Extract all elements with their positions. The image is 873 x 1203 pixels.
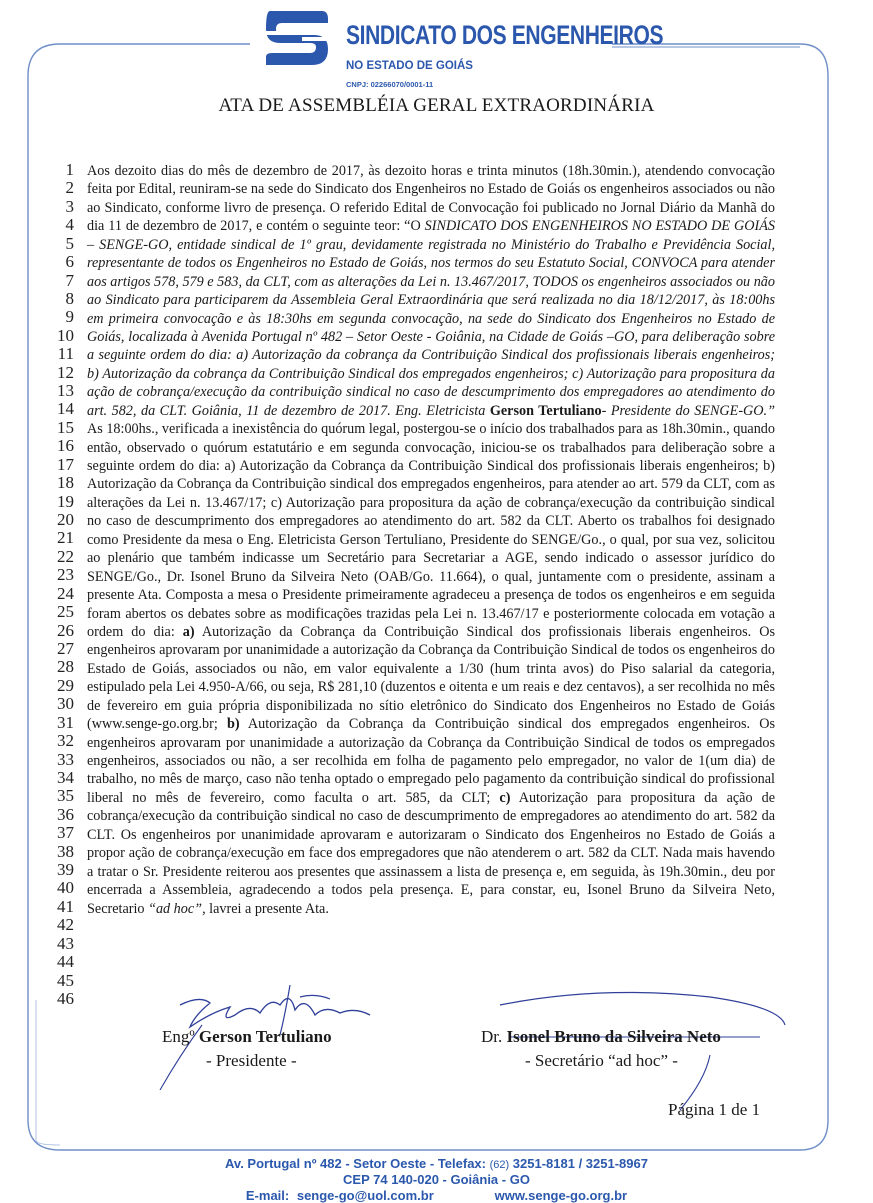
line-number: 17	[57, 454, 74, 474]
line-number: 6	[65, 252, 74, 272]
line-number: 24	[57, 583, 74, 603]
secretary-signature-icon	[480, 985, 810, 1115]
line-number: 26	[57, 620, 74, 640]
item-c-label: c)	[499, 789, 511, 806]
line-number: 25	[57, 602, 74, 622]
president-name-bold: Gerson Tertuliano	[489, 402, 602, 419]
line-number: 27	[57, 638, 74, 658]
item-a-label: a)	[182, 623, 195, 640]
line-number: 13	[57, 381, 74, 401]
line-number: 46	[57, 988, 74, 1008]
line-number: 14	[57, 399, 74, 419]
line-number: 32	[57, 731, 74, 751]
minutes-body	[87, 162, 775, 918]
convocation-quote-end: - Presidente do SENGE-GO.”	[601, 402, 775, 419]
line-number: 42	[57, 915, 74, 935]
line-number: 23	[57, 565, 74, 585]
president-signature-name: Engº Gerson Tertuliano	[162, 1027, 332, 1046]
line-number: 18	[57, 473, 74, 493]
line-number: 38	[57, 841, 74, 861]
line-number: 19	[57, 491, 74, 511]
footer-contact	[0, 1188, 873, 1203]
line-number: 45	[57, 970, 74, 990]
page-indicator: Página 1 de 1	[668, 1100, 761, 1119]
proceedings-text: As 18:00hs., verificada a inexistência do quórum legal, postergou-se o início dos trabalhados para as 18h.30min., quando então, observado o quórum estatutário e em segunda convocação, iniciou-se os trabalhados para deliberação sobre a seguinte ordem do dia: a) Autorização da Cobrança da Contribuição Sindical dos profissionais liberais engenheiros; b) Autorização da Cobrança da Contribuição sindical dos empregados engenheiros, para atender ao art. 579 da CLT, com as alterações da Lei n. 13.467/17; c) Autorização para propositura da ação de cobrança/execução da contribuição sindical no caso de descumprimento dos empregadores ao atendimento do art. 582 da CLT. Aberto os trabalhos foi designado como Presidente da mesa o Eng. Eletricista Gerson Tertuliano, Presidente do SENGE/Go., o qual, por sua vez, solicitou ao plenário que também indicasse um Secretário para Secretariar a AGE, sendo indicado o assessor jurídico do SENGE/Go., Dr. Isonel Bruno da Silveira Neto (OAB/Go. 11.664), o qual, juntamente com o presidente, assinam a presente Ata. Composta a mesa o Presidente primeiramente agradeceu a presença de todos os engenheiros e em seguida foram abertos os debates sobre as modificações trazidas pela Lei n. 13.467/17 e posteriormente colocada em votação a ordem do dia:	[87, 421, 775, 640]
org-name: SINDICATO DOS ENGENHEIROS	[346, 20, 664, 50]
line-number: 11	[57, 344, 74, 364]
line-number: 8	[65, 288, 74, 308]
line-number: 5	[65, 233, 74, 253]
item-b-text: Autorização da Cobrança da Contribuição sindical dos empregados engenheiros. Os engenheiros aprovaram por unanimidade a autorização da Cobrança da Contribuição Sindical de todos os empregados engenheiros, associados ou não, a ser recolhida em folha de pagamento pelo empregador, no valor de 1(um dia) de trabalho, no mês de março, caso não tenha optado o empregado pelo pagamento da contribuição sindical do profissional liberal no mês de fevereiro, como faculta o art. 585, da CLT;	[87, 716, 775, 806]
line-number: 20	[57, 510, 74, 530]
line-number: 10	[57, 325, 74, 345]
line-number: 44	[57, 952, 74, 972]
secretary-signature-name: Dr. Isonel Bruno da Silveira Neto	[481, 1027, 721, 1046]
line-number: 41	[57, 896, 74, 916]
convocation-quote: SINDICATO DOS ENGENHEIROS NO ESTADO DE GOIÁS – SENGE-GO, entidade sindical de 1º grau, devidamente registrada no Ministério do Trabalho e Previdência Social, representante de todos os Engenheiros no Estado de Goiás, nos termos do seu Estatuto Social, CONVOCA para atender aos artigos 578, 579 e 583, da CLT, com as alterações da Lei n. 13.467/2017, TODOS os engenheiros associados ou não ao Sindicato para participarem da Assembleia Geral Extraordinária que será realizada no dia 18/12/2017, às 18:00hs em primeira convocação e às 18:30hs em segunda convocação, na sede do Sindicato dos Engenheiros no Estado de Goiás, localizada à Avenida Portugal nº 482 – Setor Oeste - Goiânia, na Cidade de Goiás –GO, para deliberação sobre a seguinte ordem do dia: a) Autorização da cobrança da Contribuição Sindical dos profissionais liberais engenheiros; b) Autorização da cobrança da Contribuição Sindical dos empregados engenheiros; c) Autorização para propositura da ação de cobrança/execução da contribuição sindical no caso de descumprimento dos empregadores ao atendimento do art. 582, da CLT. Goiânia, 11 de dezembro de 2017. Eng. Eletricista	[87, 218, 775, 419]
senge-logo-icon	[262, 7, 332, 69]
line-number: 37	[57, 823, 74, 843]
line-number: 30	[57, 694, 74, 714]
footer-website: www.senge-go.org.br	[494, 1188, 628, 1203]
document-title: ATA DE ASSEMBLÉIA GERAL EXTRAORDINÁRIA	[218, 95, 655, 116]
line-number: 29	[57, 675, 74, 695]
closing-text: , lavrei a presente Ata.	[202, 900, 329, 917]
line-number: 39	[57, 860, 74, 880]
line-number: 34	[57, 767, 74, 787]
line-number: 4	[65, 215, 74, 235]
line-number-column	[40, 161, 74, 1008]
org-cnpj: CNPJ: 02266070/0001-11	[346, 80, 434, 89]
line-number: 9	[65, 307, 74, 327]
footer-email: E-mail: senge-go@uol.com.br	[245, 1188, 434, 1203]
org-subtitle: NO ESTADO DE GOIÁS	[346, 60, 473, 72]
line-number: 2	[65, 178, 74, 198]
item-a-text: Autorização da Cobrança da Contribuição Sindical dos profissionais liberais engenheiros. Os engenheiros aprovaram por unanimidade a autorização da Cobrança da Contribuição Sindical de todos os engenheiros do Estado de Goiás, associados ou não, em valor equivalente a 1/30 (hum trinta avos) do Piso salarial da categoria, estipulado pela Lei 4.950-A/66, ou seja, R$ 281,10 (duzentos e oitenta e um reais e dez centavos), a ser recolhida no mês de fevereiro em guia própria disponibilizada no sítio eletrônico do Sindicato dos Engenheiros no Estado de Goiás (www.senge-go.org.br;	[87, 623, 776, 733]
line-number: 33	[57, 749, 74, 769]
line-number: 31	[57, 712, 74, 732]
secretary-role: - Secretário “ad hoc” -	[525, 1051, 678, 1070]
line-number: 35	[57, 786, 74, 806]
president-role: - Presidente -	[206, 1051, 297, 1070]
line-number: 21	[57, 528, 74, 548]
item-c-text: Autorização para propositura da ação de cobrança/execução da contribuição sindical no caso de descumprimento de empregadores ao atendimento do art. 582 da CLT. Os engenheiros por unanimidade aprovaram e autorizaram o Sindicato dos Engenheiros no Estado de Goiás a propor ação de cobrança/execução em face dos empregadores que não atenderem o art. 582 da CLT. Nada mais havendo a tratar o Sr. Presidente reiterou aos presentes que assinassem a lista de presença e, em seguida, às 19h.30min., deu por encerrada a Assembleia, agradecendo a todos pela presença. E, para constar, eu, Isonel Bruno da Silveira Neto, Secretario	[87, 789, 776, 917]
footer-address: Av. Portugal nº 482 - Setor Oeste - Telefax: (62) 3251-8181 / 3251-8967	[225, 1156, 648, 1171]
line-number: 43	[57, 933, 74, 953]
line-number: 7	[65, 270, 74, 290]
line-number: 36	[57, 804, 74, 824]
line-number: 1	[65, 160, 74, 179]
footer-cep: CEP 74 140-020 - Goiânia - GO	[343, 1172, 530, 1187]
opening-paragraph: Aos dezoito dias do mês de dezembro de 2017, às dezoito horas e trinta minutos (18h.30min.), atendendo convocação feita por Edital, reuniram-se na sede do Sindicato dos Engenheiros no Estado de Goiás os engenheiros associados ou não ao Sindicato, conforme livro de presença. O referido Edital de Convocação foi publicado no Jornal Diário da Manhã do dia 11 de dezembro de 2017, e contém o seguinte teor: “O	[87, 163, 775, 235]
line-number: 16	[57, 436, 74, 456]
item-b-label: b)	[226, 716, 240, 733]
line-number: 28	[57, 657, 74, 677]
line-number: 40	[57, 878, 74, 898]
line-number: 12	[57, 362, 74, 382]
line-number: 22	[57, 546, 74, 566]
line-number: 3	[65, 196, 74, 216]
ad-hoc-term: “ad hoc”	[148, 900, 203, 917]
line-number: 15	[57, 417, 74, 437]
